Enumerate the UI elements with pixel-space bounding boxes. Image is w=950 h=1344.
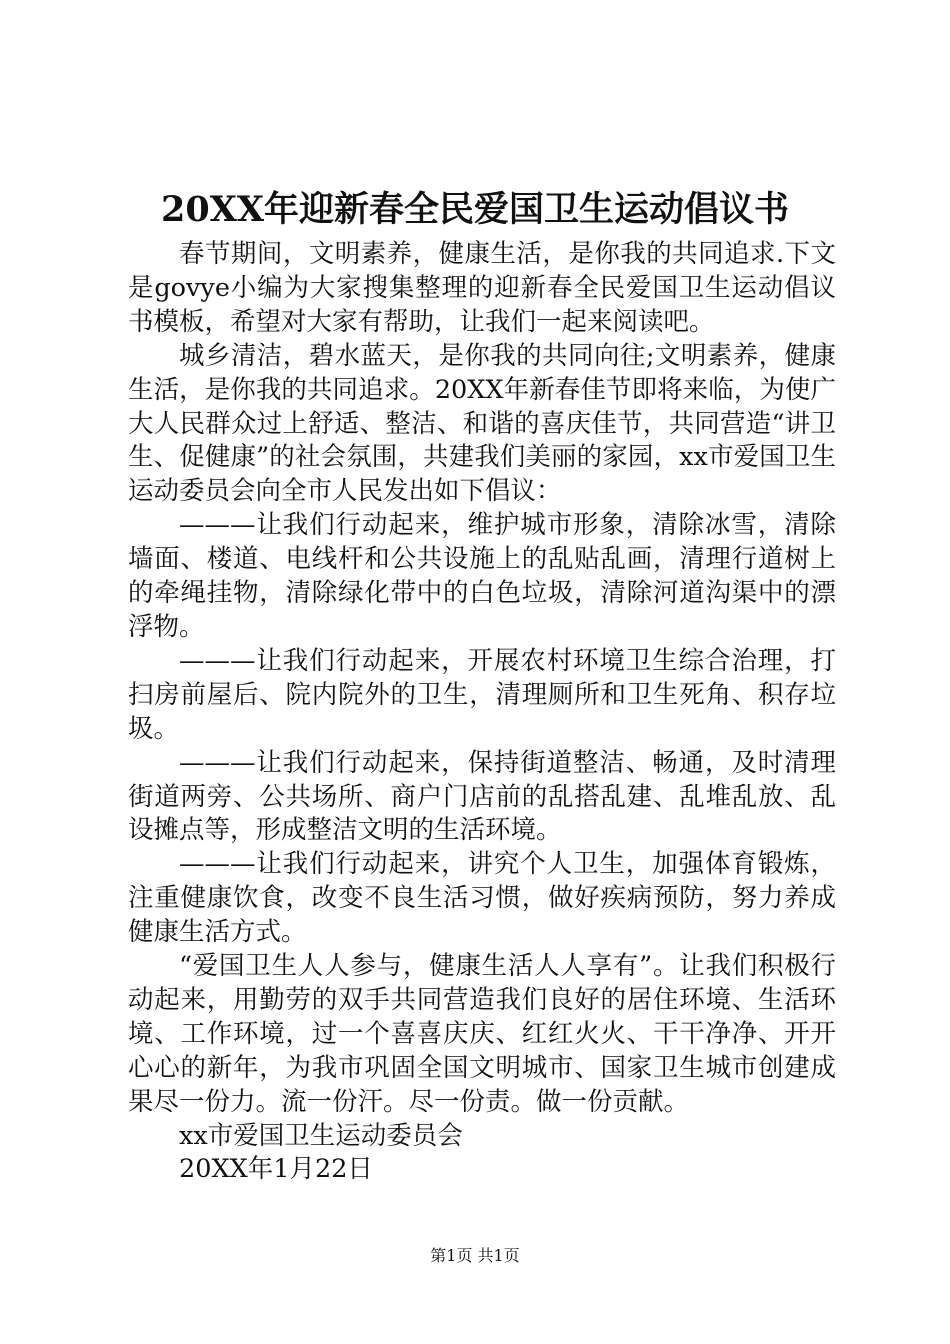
paragraph-intro: 春节期间，文明素养，健康生活，是你我的共同追求.下文是govye小编为大家搜集整理的迎新春全民爱国卫生运动倡议书模板，希望对大家有帮助，让我们一起来阅读吧。 [128,239,836,337]
signature: xx市爱国卫生运动委员会 [179,1120,463,1151]
paragraph-item-rural: ———让我们行动起来，开展农村环境卫生综合治理，打扫房前屋后、院内院外的卫生，清理厕所和卫生死角、积存垃圾。 [128,645,836,744]
paragraph-item-street: ———让我们行动起来，保持街道整洁、畅通，及时清理街道两旁、公共场所、商户门店前的乱搭乱建、乱堆乱放、乱设摊点等，形成整洁文明的生活环境。 [128,747,836,846]
page-footer: 第1页 共1页 [430,1246,520,1265]
document-title: 20XX年迎新春全民爱国卫生运动倡议书 [160,189,790,230]
paragraph-item-personal: ———让我们行动起来，讲究个人卫生，加强体育锻炼，注重健康饮食，改变不良生活习惯，做好疾病预防，努力养成健康生活方式。 [128,849,836,948]
signature-date: 20XX年1月22日 [179,1154,373,1185]
paragraph-item-city: ———让我们行动起来，维护城市形象，清除冰雪，清除墙面、楼道、电线杆和公共设施上的乱贴乱画，清理行道树上的牵绳挂物，清除绿化带中的白色垃圾，清除河道沟渠中的漂浮物。 [128,510,836,642]
document-body [128,238,836,1187]
paragraph-preamble: 城乡清洁，碧水蓝天，是你我的共同向往;文明素养，健康生活，是你我的共同追求。20XX年新春佳节即将来临，为使广大人民群众过上舒适、整洁、和谐的喜庆佳节，共同营造“讲卫生、促健康”的社会氛围，共建我们美丽的家园，xx市爱国卫生运动委员会向全市人民发出如下倡议： [128,340,836,507]
paragraph-closing: “爱国卫生人人参与，健康生活人人享有”。让我们积极行动起来，用勤劳的双手共同营造我们良好的居住环境、生活环境、工作环境，过一个喜喜庆庆、红红火火、干干净净、开开心心的新年，为我市巩固全国文明城市、国家卫生城市创建成果尽一份力。流一份汗。尽一份责。做一份贡献。 [128,951,836,1117]
